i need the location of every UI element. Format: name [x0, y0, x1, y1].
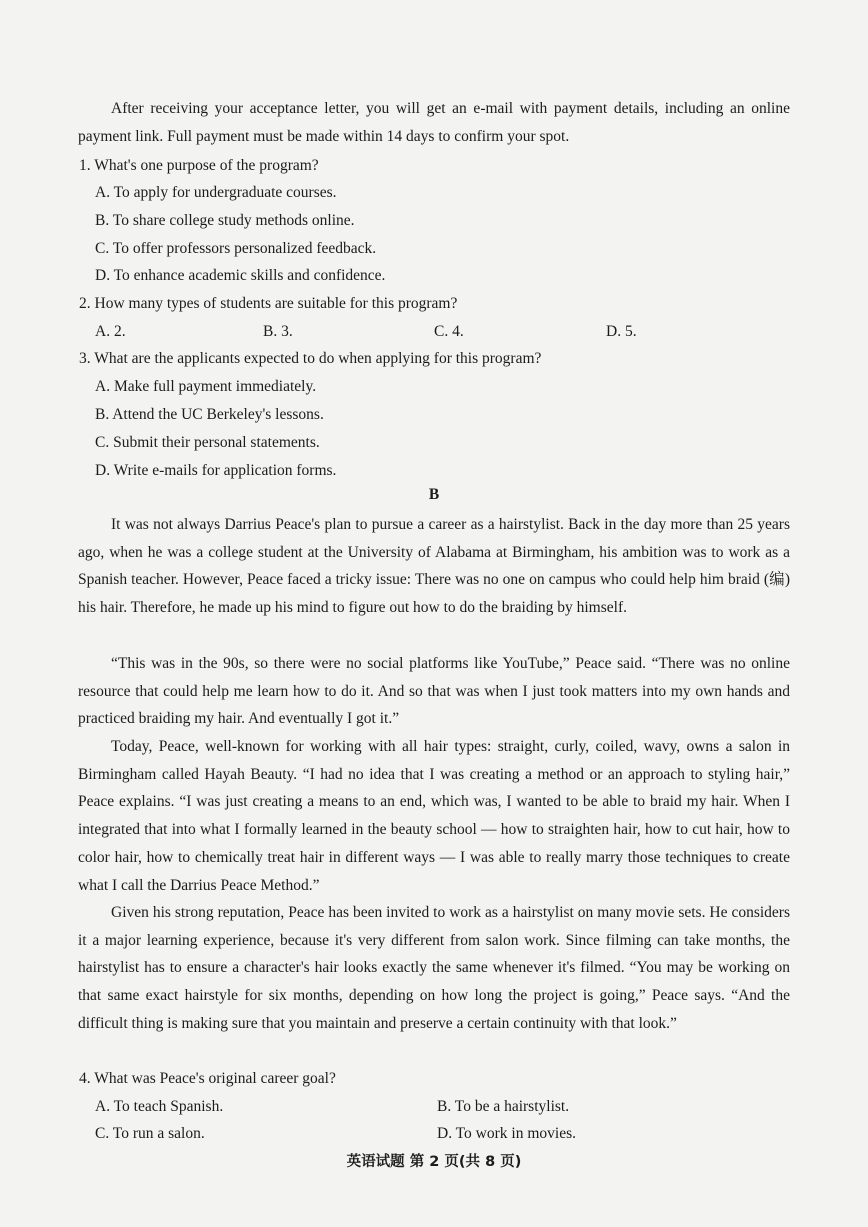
question-4-option-a[interactable]: A. To teach Spanish.: [95, 1098, 224, 1115]
question-3-option-a[interactable]: A. Make full payment immediately.: [95, 378, 317, 395]
section-b-title: B: [428, 486, 440, 503]
question-1-option-c[interactable]: C. To offer professors personalized feedback.: [95, 240, 377, 257]
section-b-paragraph-1: It was not always Darrius Peace's plan to pursue a career as a hairstylist. Back in the day more than 25 years ago, when he was a college student at the University of Alabama at Birmingham, his ambition was to work as a Spanish teacher. However, Peace faced a tricky issue: There was no one on campus who could help him braid (编) his hair. Therefore, he made up his mind to figure out how to do the braiding by himself.: [78, 516, 790, 617]
question-2-option-c[interactable]: C. 4.: [434, 323, 464, 340]
question-2-option-d[interactable]: D. 5.: [606, 323, 637, 340]
question-2-option-a[interactable]: A. 2.: [95, 323, 126, 340]
question-4-stem: 4. What was Peace's original career goal?: [79, 1070, 336, 1087]
question-3-option-d[interactable]: D. Write e-mails for application forms.: [95, 462, 337, 479]
question-4-option-c[interactable]: C. To run a salon.: [95, 1125, 205, 1142]
section-b-paragraph-3: Today, Peace, well-known for working with all hair types: straight, curly, coiled, wavy, owns a salon in Birmingham called Hayah Beauty. “I had no idea that I was creating a method or an approach to styling hair,” Peace explains. “I was just creating a means to an end, which was, I wanted to be able to braid my hair. When I integrated that into what I formally learned in the beauty school — how to straighten hair, how to cut hair, how to color hair, how to chemically treat hair in different ways — I was able to really marry those techniques to create what I call the Darrius Peace Method.”: [78, 738, 790, 894]
question-1-option-d[interactable]: D. To enhance academic skills and confidence.: [95, 267, 386, 284]
question-4-option-b[interactable]: B. To be a hairstylist.: [437, 1098, 570, 1115]
section-b-paragraph-2: “This was in the 90s, so there were no social platforms like YouTube,” Peace said. “There was no online resource that could help me learn how to do it. And so that was when I just took matters into my own hands and practiced braiding my hair. And eventually I got it.”: [78, 655, 790, 728]
section-b-paragraph-4: Given his strong reputation, Peace has been invited to work as a hairstylist on many movie sets. He considers it a major learning experience, because it's very different from salon work. Since filming can take months, the hairstylist has to ensure a character's hair looks exactly the same whenever it's filmed. “You may be working on that same exact hairstyle for six months, depending on how long the project is going,” Peace says. “And the difficult thing is making sure that you maintain and preserve a certain continuity with that look.”: [78, 904, 790, 1032]
question-1-option-a[interactable]: A. To apply for undergraduate courses.: [95, 184, 337, 201]
question-4-option-d[interactable]: D. To work in movies.: [437, 1125, 576, 1142]
question-3-option-b[interactable]: B. Attend the UC Berkeley's lessons.: [95, 406, 324, 423]
intro-paragraph: After receiving your acceptance letter, you will get an e-mail with payment details, including an online payment link. Full payment must be made within 14 days to confirm your spot.: [78, 100, 790, 145]
question-2-option-b[interactable]: B. 3.: [263, 323, 293, 340]
question-1-option-b[interactable]: B. To share college study methods online.: [95, 212, 355, 229]
question-2-stem: 2. How many types of students are suitable for this program?: [79, 295, 458, 312]
question-3-stem: 3. What are the applicants expected to do when applying for this program?: [79, 350, 542, 367]
question-3-option-c[interactable]: C. Submit their personal statements.: [95, 434, 320, 451]
question-1-stem: 1. What's one purpose of the program?: [79, 157, 319, 174]
page-footer: 英语试题 第 2 页(共 8 页): [346, 1154, 522, 1170]
